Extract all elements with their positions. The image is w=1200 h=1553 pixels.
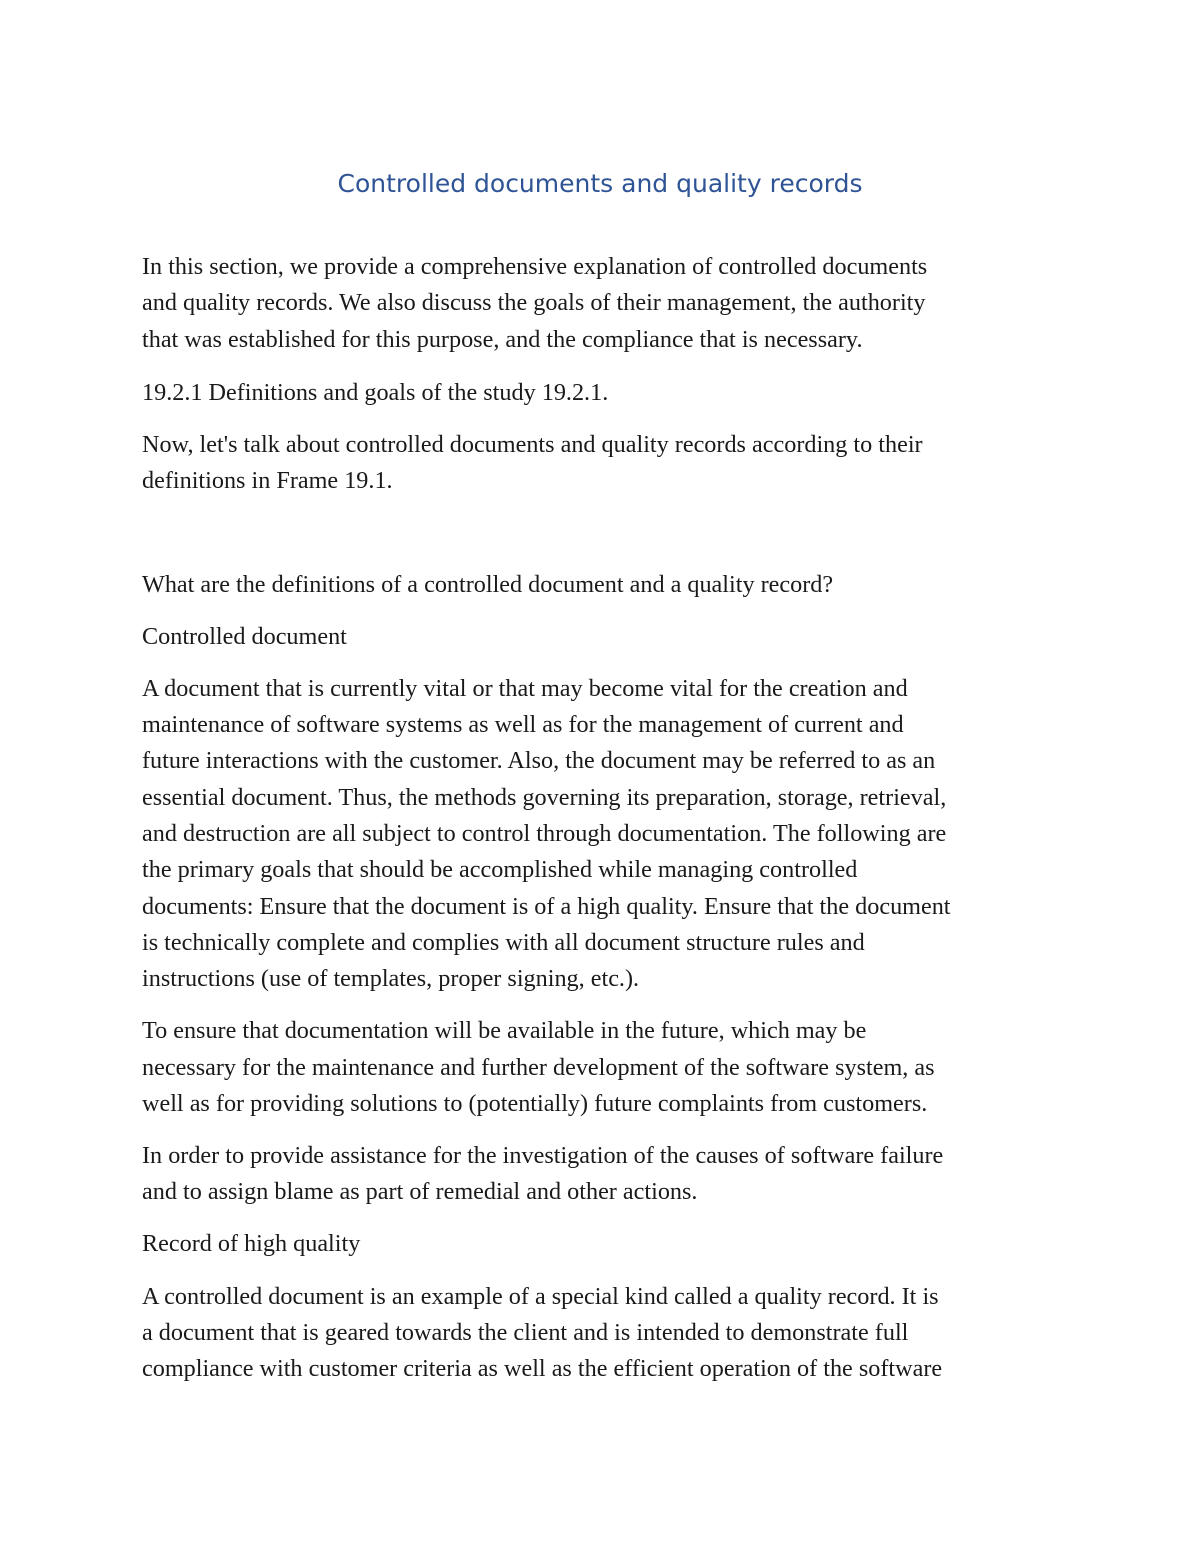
controlled-line-4: essential document. Thus, the methods governing its preparation, storage, retrieval, — [142, 784, 947, 811]
controlled-line-3: future interactions with the customer. Also, the document may be referred to as an — [142, 747, 936, 774]
frame-intro-line-1: Now, let's talk about controlled documents and quality records according to their — [142, 431, 923, 458]
controlled-document-heading: Controlled document — [142, 623, 347, 650]
record-line-1: A controlled document is an example of a special kind called a quality record. It is — [142, 1283, 939, 1310]
record-line-2: a document that is geared towards the client and is intended to demonstrate full — [142, 1319, 909, 1346]
controlled-line-9: instructions (use of templates, proper signing, etc.). — [142, 965, 640, 992]
quality-record-heading: Record of high quality — [142, 1230, 361, 1257]
future-line-3: well as for providing solutions to (potentially) future complaints from customers. — [142, 1090, 928, 1117]
frame-intro-line-2: definitions in Frame 19.1. — [142, 467, 393, 494]
future-line-1: To ensure that documentation will be available in the future, which may be — [142, 1017, 867, 1044]
controlled-line-7: documents: Ensure that the document is of a high quality. Ensure that the document — [142, 893, 951, 920]
investigation-line-2: and to assign blame as part of remedial and other actions. — [142, 1178, 698, 1205]
future-line-2: necessary for the maintenance and further development of the software system, as — [142, 1054, 935, 1081]
record-line-3: compliance with customer criteria as well as the efficient operation of the software — [142, 1355, 943, 1382]
controlled-line-2: maintenance of software systems as well as for the management of current and — [142, 711, 904, 738]
intro-line-2: and quality records. We also discuss the goals of their management, the authority — [142, 289, 926, 316]
controlled-line-1: A document that is currently vital or that may become vital for the creation and — [142, 675, 908, 702]
section-heading: 19.2.1 Definitions and goals of the study 19.2.1. — [142, 379, 609, 406]
controlled-line-5: and destruction are all subject to control through documentation. The following are — [142, 820, 947, 847]
investigation-line-1: In order to provide assistance for the investigation of the causes of software failure — [142, 1142, 944, 1169]
intro-line-1: In this section, we provide a comprehensive explanation of controlled documents — [142, 253, 928, 280]
intro-line-3: that was established for this purpose, and the compliance that is necessary. — [142, 326, 863, 353]
definitions-question: What are the definitions of a controlled document and a quality record? — [142, 571, 834, 598]
controlled-line-8: is technically complete and complies with all document structure rules and — [142, 929, 865, 956]
controlled-line-6: the primary goals that should be accomplished while managing controlled — [142, 856, 858, 883]
page-title: Controlled documents and quality records — [337, 169, 863, 198]
